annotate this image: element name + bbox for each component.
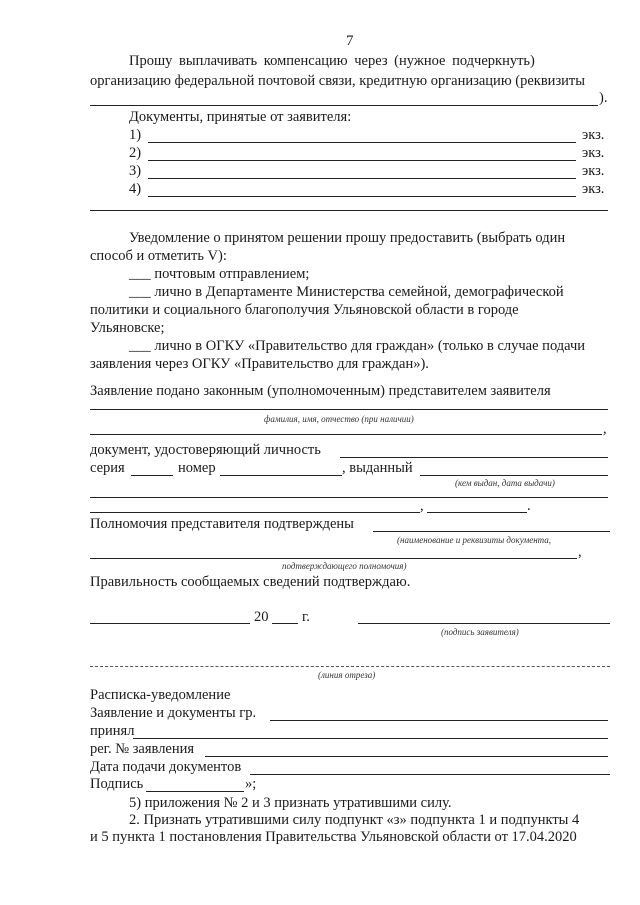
doc-item-1-unit: экз. xyxy=(582,127,605,143)
notification-line-2: способ и отметить V): xyxy=(90,248,227,264)
cut-line-hint: (линия отреза) xyxy=(318,670,376,680)
series-label: серия xyxy=(90,460,125,476)
notification-line-1: Уведомление о принятом решении прошу предоставить (выбрать один xyxy=(129,230,566,246)
number-field[interactable] xyxy=(220,475,342,476)
authority-hint-1: (наименование и реквизиты документа, xyxy=(397,535,552,545)
confirm-year-suffix: г. xyxy=(302,609,310,625)
receipt-title: Расписка-уведомление xyxy=(90,687,231,703)
id-document-field[interactable] xyxy=(340,457,608,458)
signature-hint: (подпись заявителя) xyxy=(441,627,519,637)
doc-item-2-field[interactable] xyxy=(148,160,576,161)
doc-item-2-label: 2) xyxy=(129,145,142,161)
payment-line-2: организацию федеральной почтовой связи, кредитную организацию (реквизиты xyxy=(90,73,586,89)
confirm-year-field[interactable] xyxy=(272,623,298,624)
receipt-date-label: Дата подачи документов xyxy=(90,759,242,775)
number-label: номер xyxy=(178,460,216,476)
doc-item-4-label: 4) xyxy=(129,181,142,197)
representative-name-close: , xyxy=(603,421,607,437)
notification-option-department-line-2: политики и социального благополучия Ульяновской области в городе xyxy=(90,302,519,318)
confirm-text: Правильность сообщаемых сведений подтверждаю. xyxy=(90,574,411,590)
tail-item-2-line-1: 2. Признать утратившими силу подпункт «з» подпункта 1 и подпункты 4 xyxy=(129,812,580,828)
issued-label: , выданный xyxy=(342,460,413,476)
representative-name-field[interactable] xyxy=(90,409,608,410)
representative-name-field-2[interactable] xyxy=(90,434,602,435)
authority-field-2[interactable] xyxy=(90,558,577,559)
doc-item-3-label: 3) xyxy=(129,163,142,179)
authority-field[interactable] xyxy=(373,531,610,532)
doc-item-3-field[interactable] xyxy=(148,178,576,179)
issued-comma: , xyxy=(420,498,424,514)
doc-item-3-unit: экз. xyxy=(582,163,605,179)
tail-item-5: 5) приложения № 2 и 3 признать утратившими силу. xyxy=(129,795,452,811)
notification-option-department-line-1[interactable]: ___ лично в Департаменте Министерства семейной, демографической xyxy=(129,284,564,300)
issued-by-field-3[interactable] xyxy=(90,512,420,513)
doc-item-1-field[interactable] xyxy=(148,142,576,143)
authority-close: , xyxy=(578,544,582,560)
issued-by-field[interactable] xyxy=(420,475,608,476)
documents-extra-field[interactable] xyxy=(90,210,608,211)
receipt-sign-field[interactable] xyxy=(146,791,244,792)
representative-title: Заявление подано законным (уполномоченным) представителем заявителя xyxy=(90,383,551,399)
receipt-sign-end: »; xyxy=(245,776,257,792)
issued-dot: . xyxy=(527,498,531,514)
receipt-reg-label: рег. № заявления xyxy=(90,741,195,757)
notification-option-ogku-line-2: заявления через ОГКУ «Правительство для граждан»). xyxy=(90,356,429,372)
authority-label: Полномочия представителя подтверждены xyxy=(90,516,354,532)
confirm-date-field[interactable] xyxy=(90,623,250,624)
receipt-from-label: Заявление и документы гр. xyxy=(90,705,257,721)
receipt-reg-field[interactable] xyxy=(205,756,608,757)
receipt-accepted-field[interactable] xyxy=(133,738,608,739)
doc-item-1-label: 1) xyxy=(129,127,142,143)
notification-option-mail[interactable]: ___ почтовым отправлением; xyxy=(129,266,310,282)
signature-field[interactable] xyxy=(358,623,610,624)
receipt-from-field[interactable] xyxy=(270,720,608,721)
doc-item-4-field[interactable] xyxy=(148,196,576,197)
receipt-sign-label: Подпись xyxy=(90,776,144,792)
doc-item-4-unit: экз. xyxy=(582,181,605,197)
notification-option-ogku-line-1[interactable]: ___ лично в ОГКУ «Правительство для граждан» (только в случае подачи xyxy=(129,338,586,354)
receipt-date-field[interactable] xyxy=(250,774,610,775)
authority-hint-2: подтверждающего полномочия) xyxy=(282,561,407,571)
page-number: 7 xyxy=(346,33,354,49)
cut-line xyxy=(90,666,610,667)
id-document-label: документ, удостоверяющий личность xyxy=(90,442,321,458)
issued-date-field[interactable] xyxy=(427,512,527,513)
receipt-accepted-label: принял xyxy=(90,723,135,739)
confirm-year-prefix: 20 xyxy=(254,609,269,625)
payment-line-1: Прошу выплачивать компенсацию через (нужное подчеркнуть) xyxy=(129,53,535,69)
series-field[interactable] xyxy=(131,475,173,476)
documents-title: Документы, принятые от заявителя: xyxy=(129,109,352,125)
notification-option-department-line-3: Ульяновске; xyxy=(90,320,165,336)
payment-close: ). xyxy=(599,90,608,106)
representative-name-hint: фамилия, имя, отчество (при наличии) xyxy=(264,414,414,424)
doc-item-2-unit: экз. xyxy=(582,145,605,161)
issued-by-hint: (кем выдан, дата выдачи) xyxy=(455,478,555,488)
tail-item-2-line-2: и 5 пункта 1 постановления Правительства Ульяновской области от 17.04.2020 xyxy=(90,829,577,845)
bank-details-field[interactable] xyxy=(90,105,598,106)
